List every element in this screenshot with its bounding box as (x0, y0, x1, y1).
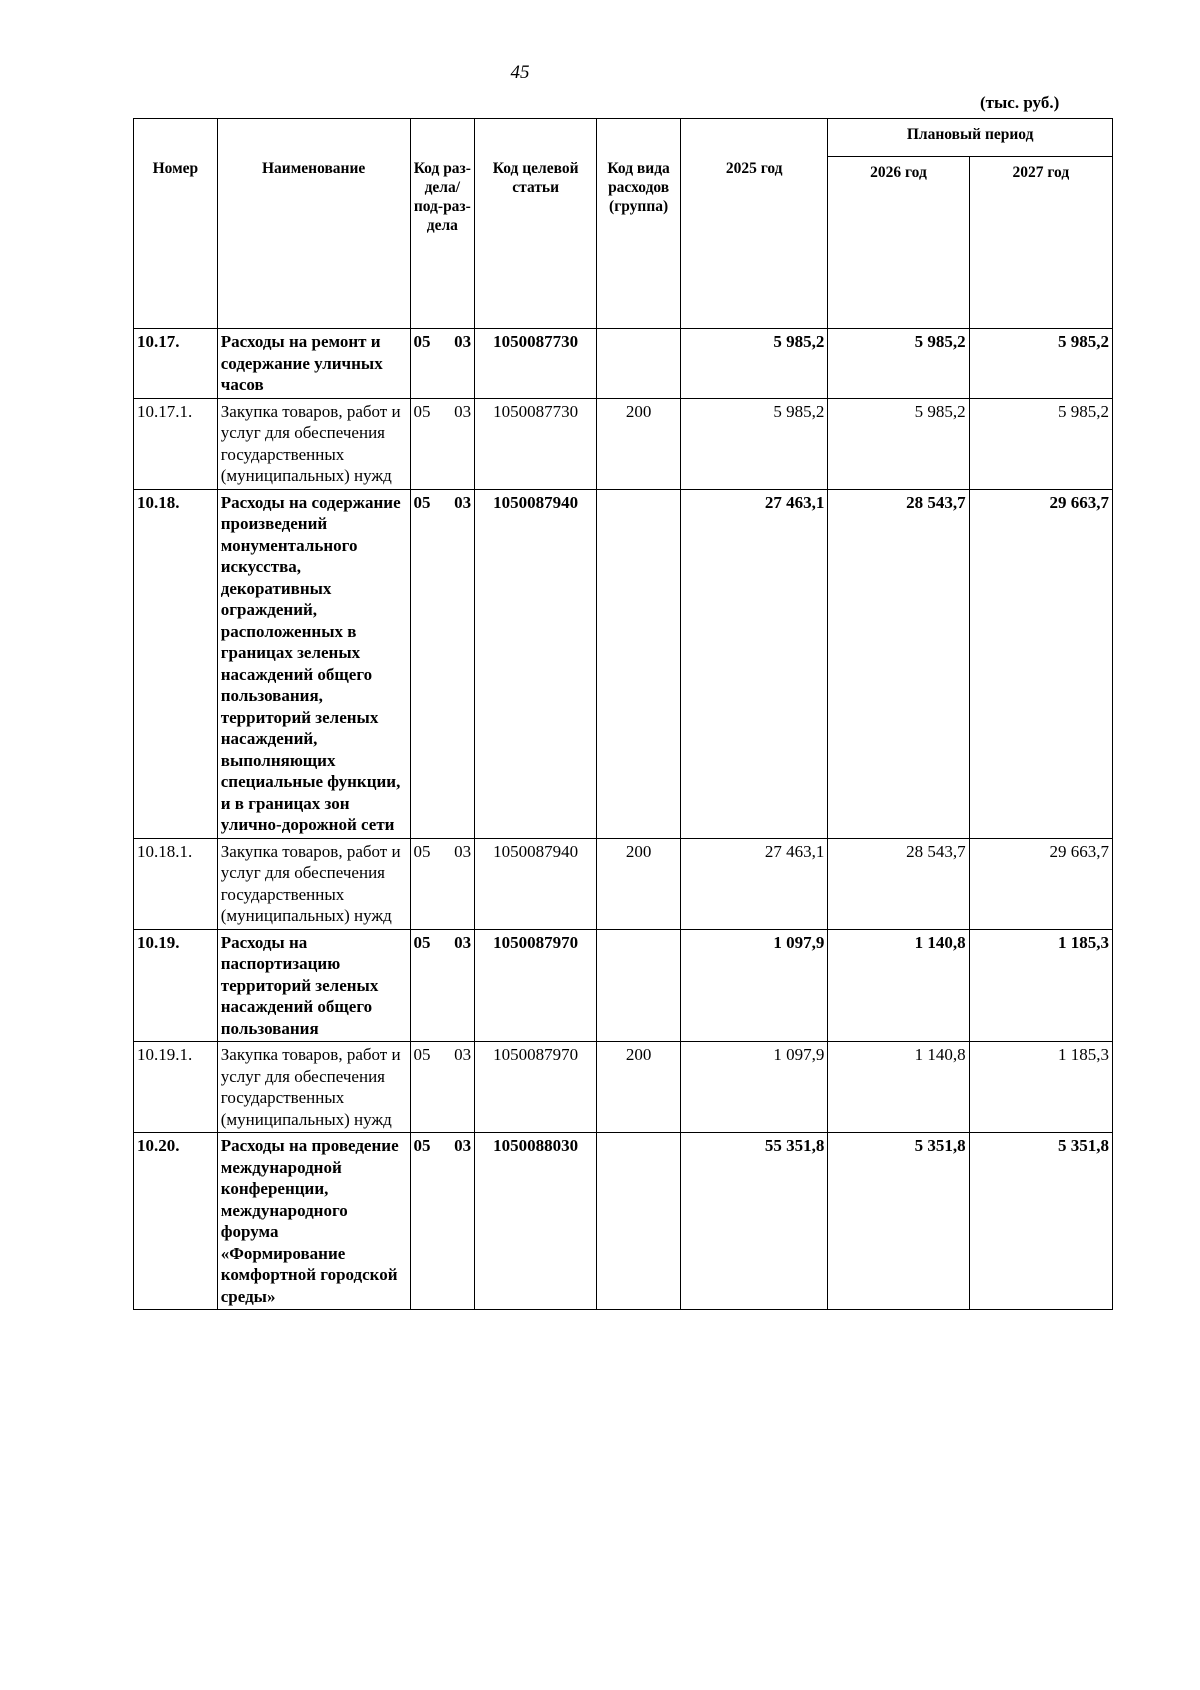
page-number: 45 (510, 62, 530, 83)
row-name: Закупка товаров, работ и услуг для обеспечения государственных (муниципальных) нужд (217, 1042, 410, 1133)
header-2027: 2027 год (969, 157, 1112, 329)
row-value-2025: 1 097,9 (681, 1042, 828, 1133)
row-value-2027: 5 351,8 (969, 1133, 1112, 1310)
row-expense-type (597, 929, 681, 1042)
row-value-2027: 5 985,2 (969, 329, 1112, 399)
row-value-2026: 28 543,7 (828, 489, 969, 838)
header-target-code: Код целевой статьи (475, 119, 597, 329)
section-code: 05 (413, 401, 431, 421)
row-value-2027: 1 185,3 (969, 929, 1112, 1042)
row-target-code: 1050087940 (475, 838, 597, 929)
section-code: 05 (413, 1045, 431, 1064)
row-number: 10.19. (134, 929, 218, 1042)
row-number: 10.17. (134, 329, 218, 399)
row-expense-type: 200 (597, 398, 681, 489)
row-value-2025: 27 463,1 (681, 838, 828, 929)
units-label: (тыс. руб.) (980, 93, 1060, 112)
row-value-2026: 5 985,2 (828, 398, 969, 489)
row-value-2025: 27 463,1 (681, 489, 828, 838)
section-code: 05 (413, 332, 431, 351)
subsection-code: 03 (454, 1136, 472, 1155)
table-row (134, 329, 1113, 399)
header-name: Наименование (217, 119, 410, 329)
row-value-2027: 5 985,2 (969, 398, 1112, 489)
row-section-code (410, 329, 475, 399)
subsection-code: 03 (454, 332, 472, 351)
row-value-2026: 1 140,8 (828, 929, 969, 1042)
row-number: 10.17.1. (134, 398, 218, 489)
row-value-2027: 29 663,7 (969, 838, 1112, 929)
row-value-2027: 1 185,3 (969, 1042, 1112, 1133)
row-value-2026: 1 140,8 (828, 1042, 969, 1133)
row-value-2026: 5 351,8 (828, 1133, 969, 1310)
table-row (134, 929, 1113, 1042)
table-row (134, 398, 1113, 489)
row-expense-type: 200 (597, 1042, 681, 1133)
row-section-code (410, 398, 475, 489)
row-number: 10.18.1. (134, 838, 218, 929)
subsection-code: 03 (454, 841, 472, 861)
row-number: 10.18. (134, 489, 218, 838)
table-body (134, 329, 1113, 1310)
row-value-2025: 1 097,9 (681, 929, 828, 1042)
row-section-code (410, 838, 475, 929)
row-value-2026: 5 985,2 (828, 329, 969, 399)
section-code: 05 (413, 841, 431, 861)
row-section-code (410, 929, 475, 1042)
row-target-code: 1050088030 (475, 1133, 597, 1310)
row-name: Расходы на проведение международной конференции, международного форума «Формирование комфортной городской среды» (217, 1133, 410, 1310)
subsection-code: 03 (454, 1045, 472, 1064)
row-value-2025: 55 351,8 (681, 1133, 828, 1310)
row-expense-type (597, 489, 681, 838)
row-section-code (410, 489, 475, 838)
row-name: Закупка товаров, работ и услуг для обеспечения государственных (муниципальных) нужд (217, 398, 410, 489)
table-row (134, 838, 1113, 929)
header-expense-type-code: Код вида расходов (группа) (597, 119, 681, 329)
row-number: 10.20. (134, 1133, 218, 1310)
header-section-code: Код раз-дела/ под-раз-дела (410, 119, 475, 329)
subsection-code: 03 (454, 932, 472, 952)
header-2026: 2026 год (828, 157, 969, 329)
section-code: 05 (413, 492, 431, 512)
header-2025: 2025 год (681, 119, 828, 329)
budget-table (133, 118, 1113, 1310)
subsection-code: 03 (454, 401, 472, 421)
row-name: Закупка товаров, работ и услуг для обеспечения государственных (муниципальных) нужд (217, 838, 410, 929)
row-name: Расходы на паспортизацию территорий зеленых насаждений общего пользования (217, 929, 410, 1042)
row-value-2025: 5 985,2 (681, 398, 828, 489)
row-target-code: 1050087970 (475, 1042, 597, 1133)
row-name: Расходы на содержание произведений монументального искусства, декоративных ограждений, расположенных в границах зеленых насаждений общего пользования, территорий зеленых насаждений, выполняющих специальные функции, и в границах зон улично-дорожной сети (217, 489, 410, 838)
row-value-2027: 29 663,7 (969, 489, 1112, 838)
subsection-code: 03 (454, 492, 472, 512)
header-number: Номер (134, 119, 218, 329)
row-target-code: 1050087970 (475, 929, 597, 1042)
section-code: 05 (413, 932, 431, 952)
row-expense-type (597, 1133, 681, 1310)
row-section-code (410, 1133, 475, 1310)
row-section-code (410, 1042, 475, 1133)
row-value-2026: 28 543,7 (828, 838, 969, 929)
section-code: 05 (413, 1136, 431, 1155)
row-target-code: 1050087730 (475, 329, 597, 399)
row-expense-type: 200 (597, 838, 681, 929)
row-number: 10.19.1. (134, 1042, 218, 1133)
row-expense-type (597, 329, 681, 399)
table-row (134, 489, 1113, 838)
row-target-code: 1050087940 (475, 489, 597, 838)
row-value-2025: 5 985,2 (681, 329, 828, 399)
row-target-code: 1050087730 (475, 398, 597, 489)
table-row (134, 1042, 1113, 1133)
header-planned-period: Плановый период (828, 119, 1113, 157)
row-name: Расходы на ремонт и содержание уличных часов (217, 329, 410, 399)
table-row (134, 1133, 1113, 1310)
